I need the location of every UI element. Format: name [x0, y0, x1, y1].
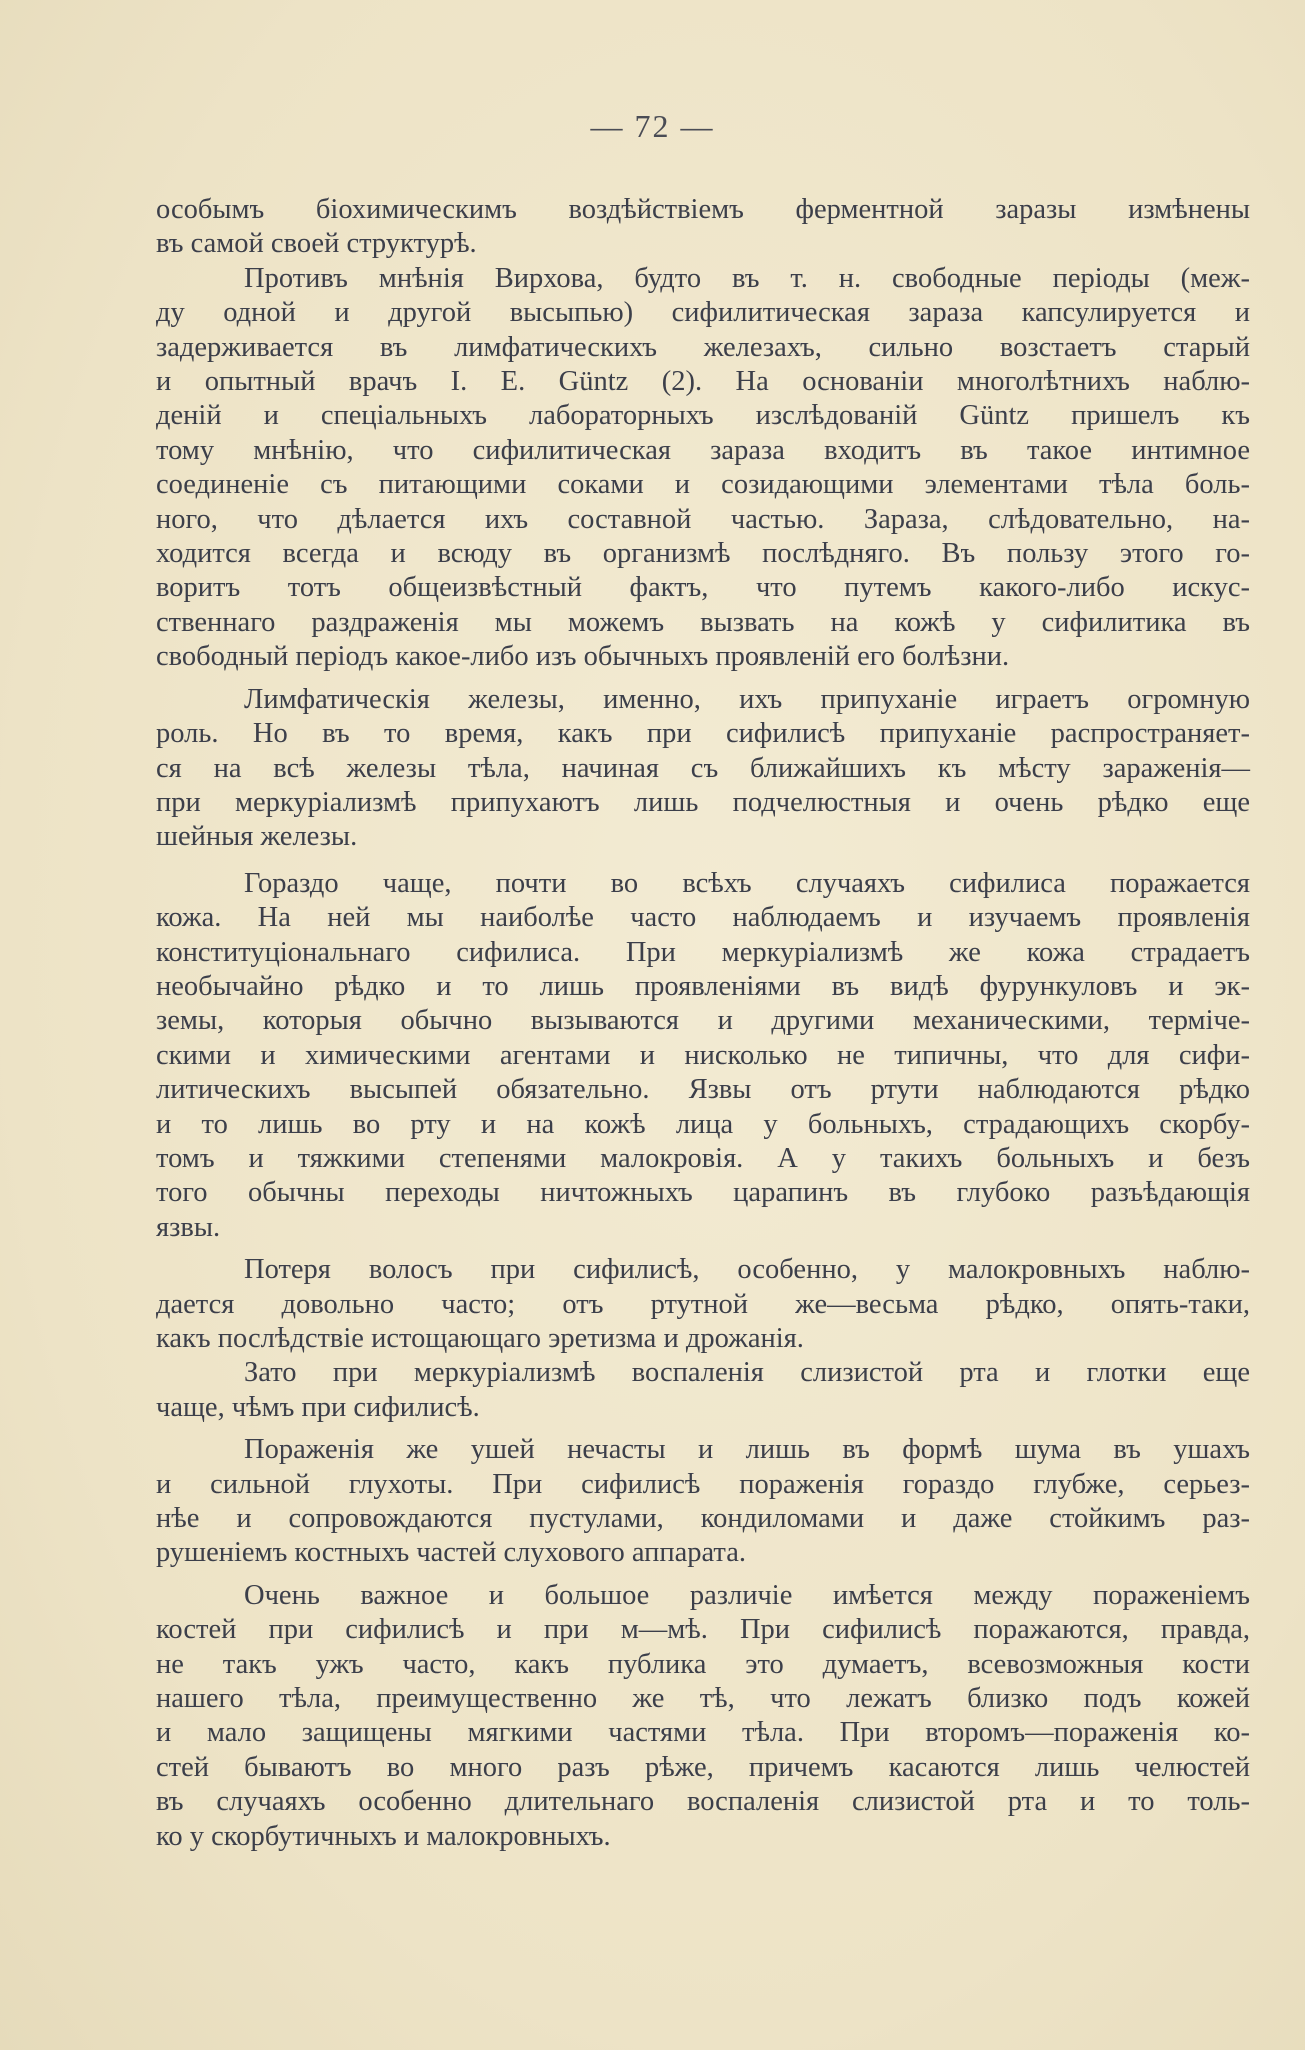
paragraph-4	[156, 867, 1250, 1245]
text-line: какъ послѣдствіе истощающаго эретизма и дрожанія.	[156, 1323, 804, 1354]
text-line: при меркуріализмѣ припухаютъ лишь подчелюстныя и очень рѣдко еще	[156, 786, 1250, 818]
text-line: роль. Но въ то время, какъ при сифилисѣ припуханіе распространяет-	[156, 718, 1250, 750]
paragraph-6	[156, 1356, 1250, 1425]
paragraph-3	[156, 683, 1250, 855]
text-line: нашего тѣла, преимущественно же тѣ, что лежатъ близко подъ кожей	[156, 1683, 1250, 1715]
text-line: деній и спеціальныхъ лабораторныхъ изслѣдованій Güntz пришелъ къ	[156, 400, 1250, 432]
text-line: чаще, чѣмъ при сифилисѣ.	[156, 1391, 480, 1423]
text-line: рушеніемъ костныхъ частей слухового аппарата.	[156, 1537, 747, 1569]
paragraph-2	[156, 262, 1250, 675]
text-line: въ случаяхъ особенно длительнаго воспаленія слизистой рта и то толь-	[156, 1786, 1250, 1818]
text-line: литическихъ высыпей обязательно. Язвы отъ ртути наблюдаются рѣдко	[156, 1074, 1250, 1106]
text-line: Потеря волосъ при сифилисѣ, особенно, у малокровныхъ наблю-	[244, 1254, 1250, 1286]
text-line: соединеніе съ питающими соками и созидающими элементами тѣла боль-	[156, 469, 1250, 501]
text-line: воритъ тотъ общеизвѣстный фактъ, что путемъ какого-либо искус-	[156, 572, 1250, 604]
text-line: дается довольно часто; отъ ртутной же—весьма рѣдко, опять-таки,	[156, 1288, 1250, 1320]
text-line: Гораздо чаще, почти во всѣхъ случаяхъ сифилиса поражается	[244, 867, 1250, 899]
text-line: необычайно рѣдко и то лишь проявленіями въ видѣ фурункуловъ и эк-	[156, 970, 1250, 1002]
text-line: и то лишь во рту и на кожѣ лица у больныхъ, страдающихъ скорбу-	[156, 1108, 1250, 1140]
text-line: Лимфатическія железы, именно, ихъ припуханіе играетъ огромную	[244, 683, 1250, 715]
page-number: — 72 —	[590, 108, 715, 144]
text-line: ду одной и другой высыпью) сифилитическая зараза капсулируется и	[156, 297, 1250, 329]
text-line: и сильной глухоты. При сифилисѣ пораженія гораздо глубже, серьез-	[156, 1468, 1250, 1500]
text-line: Противъ мнѣнія Вирхова, будто въ т. н. свободные періоды (меж-	[244, 262, 1250, 294]
text-line: ко у скорбутичныхъ и малокровныхъ.	[156, 1820, 611, 1852]
text-line: свободный періодъ какое-либо изъ обычныхъ проявленій его болѣзни.	[156, 641, 1010, 673]
text-line: ходится всегда и всюду въ организмѣ послѣдняго. Въ пользу этого го-	[156, 538, 1250, 570]
paragraph-8	[156, 1579, 1250, 1854]
text-line: и опытный врачъ I. E. Güntz (2). На основаніи многолѣтнихъ наблю-	[156, 366, 1250, 398]
text-line: ного, что дѣлается ихъ составной частью. Зараза, слѣдовательно, на-	[156, 503, 1250, 535]
text-line: Очень важное и большое различіе имѣется между пораженіемъ	[244, 1579, 1250, 1611]
text-line: нѣе и сопровождаются пустулами, кондиломами и даже стойкимъ раз-	[156, 1503, 1250, 1535]
text-line: скими и химическими агентами и нисколько не типичны, что для сифи-	[156, 1039, 1250, 1071]
paragraph-5	[156, 1253, 1250, 1356]
text-line: въ самой своей структурѣ.	[156, 228, 477, 260]
text-line: Зато при меркуріализмѣ воспаленія слизистой рта и глотки еще	[244, 1357, 1250, 1389]
text-line: не такъ ужъ часто, какъ публика это думаетъ, всевозможныя кости	[156, 1648, 1250, 1680]
text-line: того обычны переходы ничтожныхъ царапинъ въ глубоко разъѣдающія	[156, 1177, 1250, 1209]
text-line: ся на всѣ железы тѣла, начиная съ ближайшихъ къ мѣсту зараженія—	[156, 752, 1250, 784]
text-line: стей бываютъ во много разъ рѣже, причемъ касаются лишь челюстей	[156, 1751, 1250, 1783]
text-line: ственнаго раздраженія мы можемъ вызвать на кожѣ у сифилитика въ	[156, 606, 1250, 638]
text-line: земы, которыя обычно вызываются и другими механическими, терміче-	[156, 1005, 1250, 1037]
text-line: Пораженія же ушей нечасты и лишь въ формѣ шума въ ушахъ	[244, 1434, 1250, 1466]
text-line: и мало защищены мягкими частями тѣла. При второмъ—пораженія ко-	[156, 1717, 1250, 1749]
document-body	[156, 193, 1250, 1854]
paragraph-7	[156, 1433, 1250, 1571]
paragraph-1	[156, 193, 1250, 262]
text-line: особымъ біохимическимъ воздѣйствіемъ ферментной заразы измѣнены	[156, 194, 1250, 225]
text-line: шейныя железы.	[156, 821, 358, 853]
text-line: конституціональнаго сифилиса. При меркуріализмѣ же кожа страдаетъ	[156, 936, 1250, 968]
text-line: кожа. На ней мы наиболѣе часто наблюдаемъ и изучаемъ проявленія	[156, 902, 1250, 934]
text-line: язвы.	[156, 1211, 221, 1243]
text-line: костей при сифилисѣ и при м—мѣ. При сифилисѣ поражаются, правда,	[156, 1614, 1250, 1646]
text-line: томъ и тяжкими степенями малокровія. А у такихъ больныхъ и безъ	[156, 1142, 1250, 1174]
text-line: тому мнѣнію, что сифилитическая зараза входитъ въ такое интимное	[156, 434, 1250, 466]
text-line: задерживается въ лимфатическихъ железахъ, сильно возстаетъ старый	[156, 331, 1250, 363]
